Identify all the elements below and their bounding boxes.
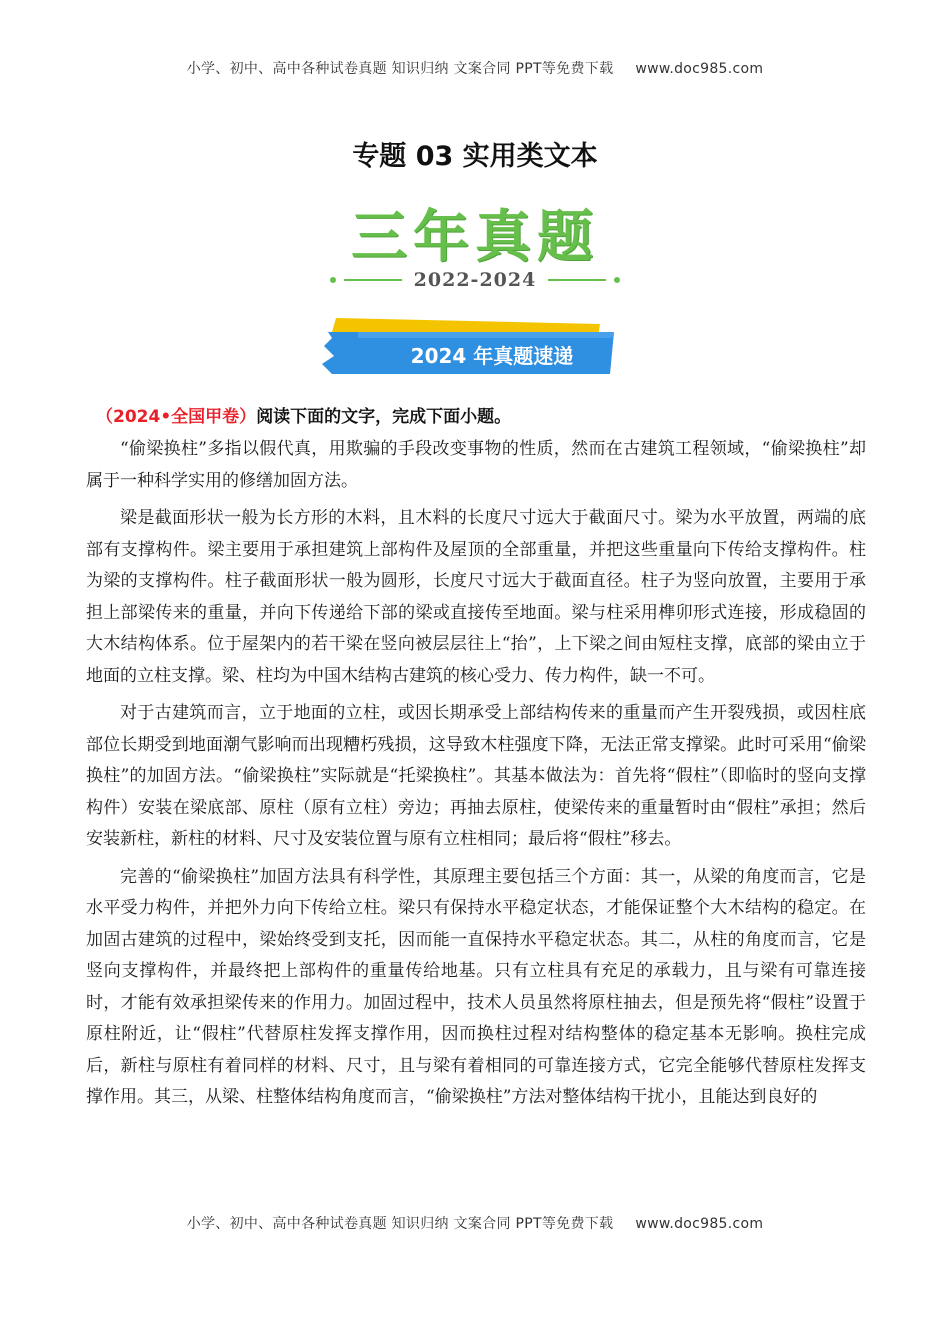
header-promo: 小学、初中、高中各种试卷真题 知识归纳 文案合同 PPT等免费下载 [186,61,614,77]
passage-paragraph: 对于古建筑而言，立于地面的立柱，或因长期承受上部结构传来的重量而产生开裂残损，或因柱底部位长期受到地面潮气影响而出现糟朽残损，这导致木柱强度下降，无法正常支撑梁。此时可采用“偷梁换柱”的加固方法。“偷梁换柱”实际就是“托梁换柱”。其基本做法为：首先将“假柱”（即临时的竖向支撑构件）安装在梁底部、原柱（原有立柱）旁边；再抽去原柱，使梁传来的重量暂时由“假柱”承担；然后安装新柱，新柱的材料、尺寸及安装位置与原有立柱相同；最后将“假柱”移去。 [86,703,866,849]
footer-url[interactable]: www.doc985.com [635,1216,764,1232]
question-intro [96,402,876,427]
dot-icon [330,277,336,283]
page-title: 专题 03 实用类文本 [352,141,598,172]
passage-paragraph: “偷梁换柱”多指以假代真，用欺骗的手段改变事物的性质，然而在古建筑工程领域，“偷梁换柱”却属于一种科学实用的修缮加固方法。 [86,439,866,491]
section-banner [318,316,614,376]
page-footer [0,1213,950,1233]
footer-promo: 小学、初中、高中各种试卷真题 知识归纳 文案合同 PPT等免费下载 [186,1216,614,1232]
passage-paragraph: 完善的“偷梁换柱”加固方法具有科学性，其原理主要包括三个方面：其一，从梁的角度而言，它是水平受力构件，并把外力向下传给立柱。梁只有保持水平稳定状态，才能保证整个大木结构的稳定。在加固古建筑的过程中，梁始终受到支托，因而能一直保持水平稳定状态。其二，从柱的角度而言，它是竖向支撑构件，并最终把上部构件的重量传给地基。只有立柱具有充足的承载力，且与梁有可靠连接时，才能有效承担梁传来的作用力。加固过程中，技术人员虽然将原柱抽去，但是预先将“假柱”设置于原柱附近，让“假柱”代替原柱发挥支撑作用，因而换柱过程对结构整体的稳定基本无影响。换柱完成后，新柱与原柱有着同样的材料、尺寸，且与梁有着相同的可靠连接方式，它完全能够代替原柱发挥支撑作用。其三，从梁、柱整体结构角度而言，“偷梁换柱”方法对整体结构干扰小，且能达到良好的 [86,866,866,1107]
divider-line [344,279,402,281]
passage-paragraph: 梁是截面形状一般为长方形的木料，且木料的长度尺寸远大于截面尺寸。梁为水平放置，两端的底部有支撑构件。梁主要用于承担建筑上部构件及屋顶的全部重量，并把这些重量向下传给支撑构件。柱为梁的支撑构件。柱子截面形状一般为圆形，长度尺寸远大于截面直径。柱子为竖向放置，主要用于承担上部梁传来的重量，并向下传递给下部的梁或直接传至地面。梁与柱采用榫卯形式连接，形成稳固的大木结构体系。位于屋架内的若干梁在竖向被层层往上“抬”，上下梁之间由短柱支撑，底部的梁由立于地面的立柱支撑。梁、柱均为中国木结构古建筑的核心受力、传力构件，缺一不可。 [86,508,866,686]
years-divider [0,268,950,292]
three-year-exams-heading: 三年真题 [351,205,599,270]
banner-label: 2024 年真题速递 [410,344,574,368]
dot-icon [614,277,620,283]
question-instruction: 阅读下面的文字，完成下面小题。 [256,407,512,427]
years-range: 2022-2024 [413,269,537,291]
header-url[interactable]: www.doc985.com [635,61,764,77]
page-header [0,58,950,78]
question-source: （2024•全国甲卷） [96,407,257,427]
divider-line [548,279,606,281]
reading-passage [86,434,866,1120]
